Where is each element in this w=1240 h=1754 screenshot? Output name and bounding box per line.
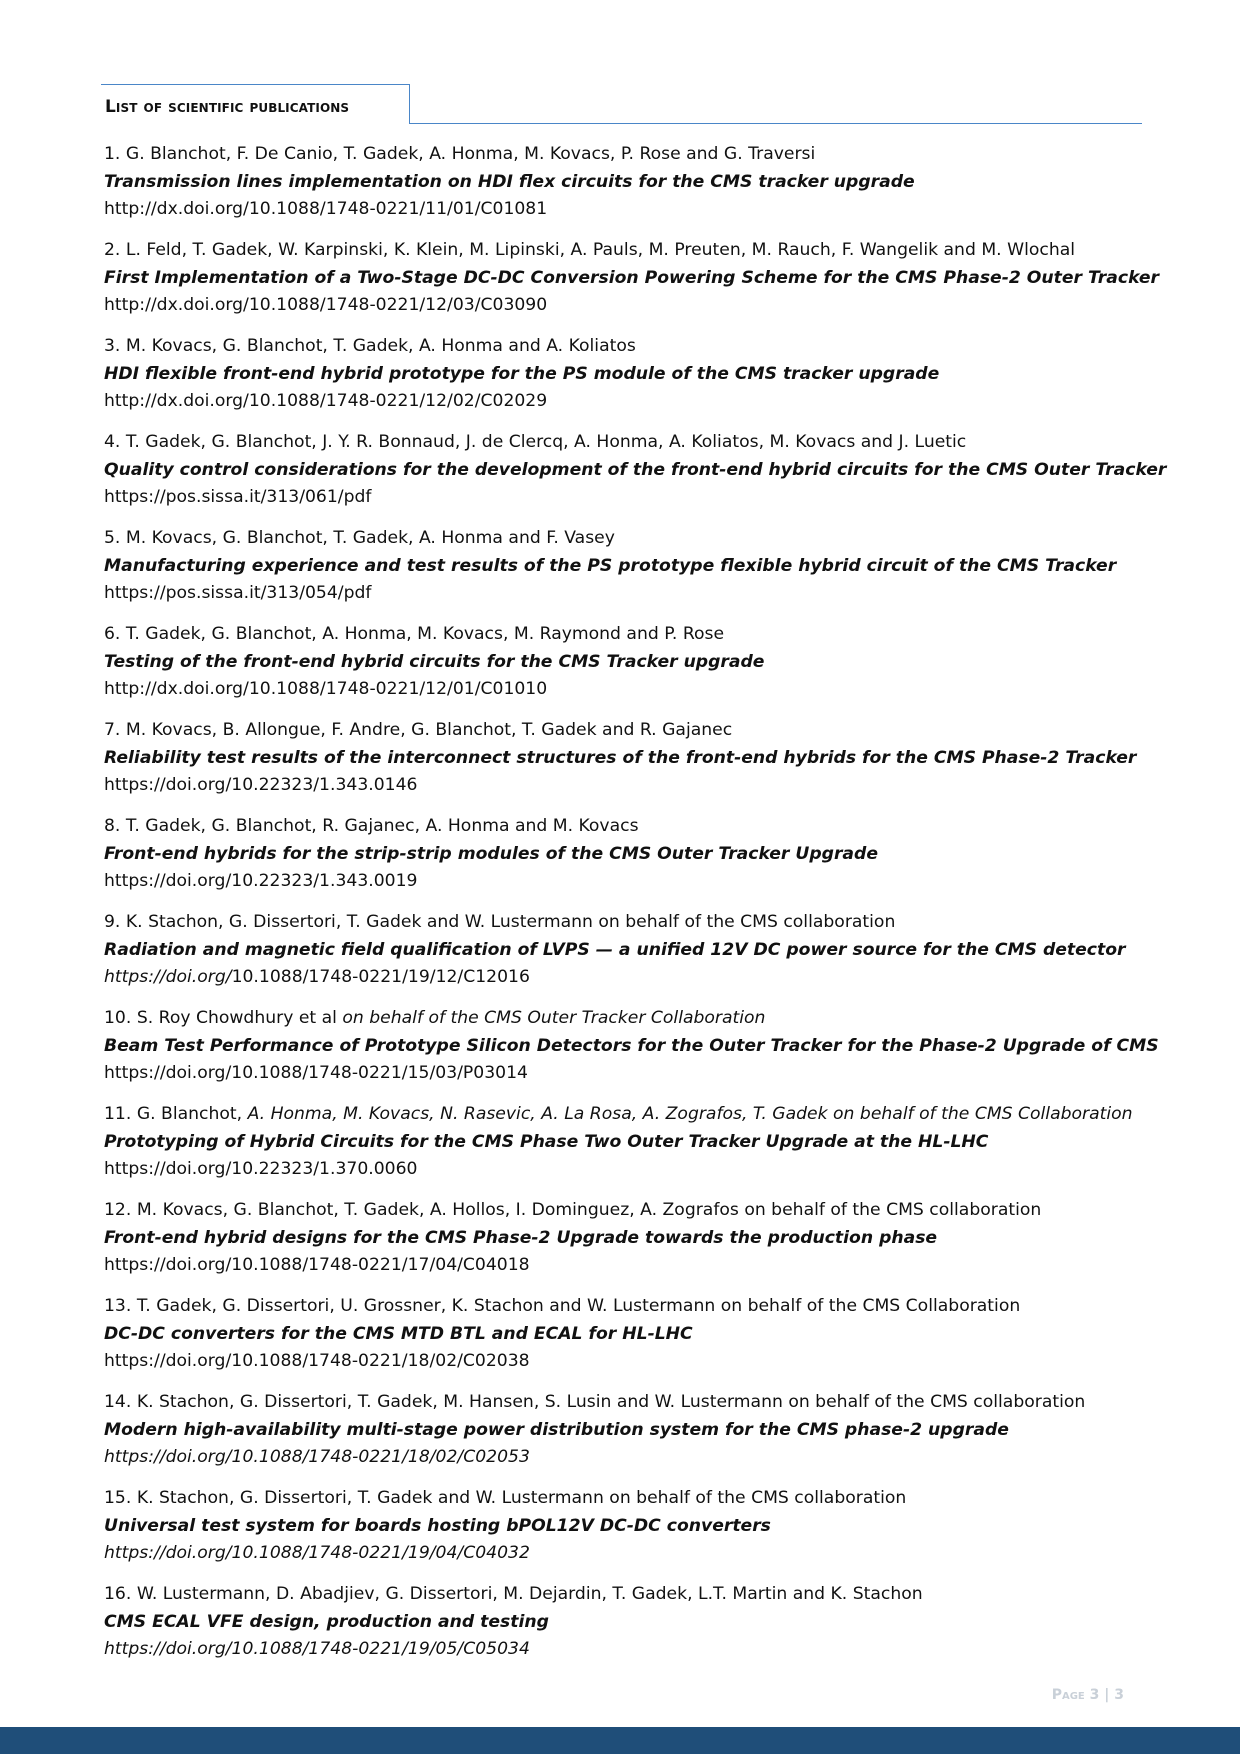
publication-number: 3. — [104, 336, 121, 356]
publication-number: 9. — [104, 912, 121, 932]
publication-link-italic[interactable]: https://doi.org/10.1088/1748-0221/18/02/C02053 — [104, 1447, 530, 1467]
publication-item — [104, 621, 1134, 717]
publication-authors-italic: on behalf of the CMS Outer Tracker Collaboration — [342, 1008, 766, 1028]
publication-item — [104, 141, 1134, 237]
publication-authors: K. Stachon, G. Dissertori, T. Gadek and W. Lustermann on behalf of the CMS collaboration — [136, 1488, 907, 1508]
publication-authors: T. Gadek, G. Dissertori, U. Grossner, K. Stachon and W. Lustermann on behalf of the CMS Collaboration — [136, 1296, 1021, 1316]
publication-link-line — [104, 676, 1134, 704]
publication-link-line — [104, 1156, 1134, 1184]
publication-authors: T. Gadek, G. Blanchot, J. Y. R. Bonnaud, J. de Clercq, A. Honma, A. Koliatos, M. Kovacs and J. Luetic — [125, 432, 967, 452]
publication-link[interactable]: https://doi.org/10.22323/1.343.0019 — [104, 871, 418, 891]
publication-link-line — [104, 1444, 1134, 1472]
publication-authors: M. Kovacs, G. Blanchot, T. Gadek, A. Honma and F. Vasey — [125, 528, 615, 548]
publication-item — [104, 717, 1137, 813]
publication-item — [104, 1101, 1134, 1197]
publication-item — [104, 909, 1134, 1005]
publication-authors-line — [104, 237, 1134, 265]
publication-title: Reliability test results of the interconnect structures of the front-end hybrids for the CMS Phase-2 Tracker — [104, 747, 1137, 768]
publication-authors-line — [104, 1485, 1134, 1513]
publication-link[interactable]: https://doi.org/10.1088/1748-0221/18/02/C02038 — [104, 1351, 530, 1371]
publication-link[interactable]: https://doi.org/10.1088/1748-0221/17/04/C04018 — [104, 1255, 530, 1275]
publication-authors: W. Lustermann, D. Abadjiev, G. Dissertori, M. Dejardin, T. Gadek, L.T. Martin and K. Stachon — [136, 1584, 923, 1604]
publication-link[interactable]: https://pos.sissa.it/313/061/pdf — [104, 487, 372, 507]
publication-link-italic[interactable]: https://doi.org/ — [104, 967, 232, 987]
publication-link[interactable]: http://dx.doi.org/10.1088/1748-0221/12/01/C01010 — [104, 679, 548, 699]
publication-title: Transmission lines implementation on HDI flex circuits for the CMS tracker upgrade — [104, 171, 915, 192]
publication-link[interactable]: https://doi.org/10.1088/1748-0221/15/03/P03014 — [104, 1063, 528, 1083]
publication-authors-line — [104, 621, 1134, 649]
publication-link-line — [104, 580, 1134, 608]
publication-authors: K. Stachon, G. Dissertori, T. Gadek and W. Lustermann on behalf of the CMS collaboration — [125, 912, 896, 932]
publication-number: 12. — [104, 1200, 132, 1220]
publication-authors-line — [104, 1197, 1134, 1225]
publication-title: Prototyping of Hybrid Circuits for the CMS Phase Two Outer Tracker Upgrade at the HL-LHC — [104, 1131, 989, 1152]
page-total: 3 — [1114, 1687, 1124, 1703]
publication-link[interactable]: https://doi.org/10.22323/1.343.0146 — [104, 775, 418, 795]
publication-link-line — [104, 196, 1134, 224]
publication-link-line — [104, 964, 1134, 992]
publication-link[interactable]: http://dx.doi.org/10.1088/1748-0221/12/03/C03090 — [104, 295, 548, 315]
publication-title: Universal test system for boards hosting bPOL12V DC-DC converters — [104, 1515, 771, 1536]
publication-authors-line — [104, 1389, 1134, 1417]
section-heading-block — [101, 84, 1142, 124]
publication-title: HDI flexible front-end hybrid prototype for the PS module of the CMS tracker upgrade — [104, 363, 940, 384]
publication-link-line — [104, 388, 1134, 416]
publication-authors: G. Blanchot, F. De Canio, T. Gadek, A. Honma, M. Kovacs, P. Rose and G. Traversi — [125, 144, 816, 164]
heading-tab-border — [101, 84, 410, 124]
publication-link-line — [104, 1252, 1134, 1280]
publication-link[interactable]: https://doi.org/10.22323/1.370.0060 — [104, 1159, 418, 1179]
publication-item — [104, 1293, 1134, 1389]
page-current: 3 — [1089, 1687, 1100, 1703]
publication-authors: G. Blanchot, — [136, 1104, 243, 1124]
publication-title: Testing of the front-end hybrid circuits for the CMS Tracker upgrade — [104, 651, 765, 672]
publication-title: DC-DC converters for the CMS MTD BTL and ECAL for HL-LHC — [104, 1323, 693, 1344]
publication-authors: T. Gadek, G. Blanchot, A. Honma, M. Kovacs, M. Raymond and P. Rose — [125, 624, 725, 644]
publication-link-line — [104, 484, 1134, 512]
publication-authors-line — [104, 429, 1134, 457]
publication-authors: M. Kovacs, B. Allongue, F. Andre, G. Blanchot, T. Gadek and R. Gajanec — [125, 720, 733, 740]
publication-item — [104, 333, 1134, 429]
publication-title: Modern high-availability multi-stage power distribution system for the CMS phase-2 upgrade — [104, 1419, 1009, 1440]
publication-item — [104, 1005, 1159, 1101]
publication-link-italic[interactable]: https://doi.org/10.1088/1748-0221/19/05/C05034 — [104, 1639, 530, 1659]
publication-item — [104, 429, 1167, 525]
publication-item — [104, 1485, 1134, 1581]
publication-title: Manufacturing experience and test results of the PS prototype flexible hybrid circuit of the CMS Tracker — [104, 555, 1117, 576]
publication-link-line — [104, 772, 1134, 800]
publication-item — [104, 1581, 1134, 1677]
publication-item — [104, 525, 1134, 621]
publication-number: 10. — [104, 1008, 132, 1028]
publication-link-line — [104, 292, 1134, 320]
publication-number: 16. — [104, 1584, 132, 1604]
publication-authors-line — [104, 525, 1134, 553]
publication-number: 8. — [104, 816, 121, 836]
publication-item — [104, 813, 1134, 909]
publication-link[interactable]: https://pos.sissa.it/313/054/pdf — [104, 583, 372, 603]
publication-authors: M. Kovacs, G. Blanchot, T. Gadek, A. Hollos, I. Dominguez, A. Zografos on behalf of the CMS collaboration — [136, 1200, 1042, 1220]
publication-title: Front-end hybrids for the strip-strip modules of the CMS Outer Tracker Upgrade — [104, 843, 878, 864]
publication-number: 6. — [104, 624, 121, 644]
publication-number: 2. — [104, 240, 121, 260]
publication-title: CMS ECAL VFE design, production and testing — [104, 1611, 549, 1632]
publication-authors-line — [104, 1005, 1134, 1033]
publication-authors: M. Kovacs, G. Blanchot, T. Gadek, A. Honma and A. Koliatos — [125, 336, 636, 356]
publication-list — [104, 141, 1167, 1677]
footer-bar — [0, 1727, 1240, 1754]
publication-authors: T. Gadek, G. Blanchot, R. Gajanec, A. Honma and M. Kovacs — [125, 816, 639, 836]
publication-authors-line — [104, 1101, 1134, 1129]
publication-authors: L. Feld, T. Gadek, W. Karpinski, K. Klein, M. Lipinski, A. Pauls, M. Preuten, M. Rauch, F. Wangelik and M. Wlochal — [125, 240, 1076, 260]
publication-authors-italic: A. Honma, M. Kovacs, N. Rasevic, A. La Rosa, A. Zografos, T. Gadek on behalf of the CMS Collaboration — [247, 1104, 1133, 1124]
page-separator: | — [1104, 1687, 1110, 1703]
publication-number: 13. — [104, 1296, 132, 1316]
publication-link[interactable]: http://dx.doi.org/10.1088/1748-0221/11/01/C01081 — [104, 199, 548, 219]
heading-rule — [410, 123, 1142, 124]
publication-link-italic[interactable]: https://doi.org/10.1088/1748-0221/19/04/C04032 — [104, 1543, 530, 1563]
publication-link[interactable]: 10.1088/1748-0221/19/12/C12016 — [231, 967, 530, 987]
publication-number: 15. — [104, 1488, 132, 1508]
publication-item — [104, 1389, 1134, 1485]
publication-link-line — [104, 868, 1134, 896]
publication-authors-line — [104, 1293, 1134, 1321]
publication-authors-line — [104, 717, 1134, 745]
publication-authors-line — [104, 333, 1134, 361]
publication-link-line — [104, 1636, 1134, 1664]
page-number — [1052, 1687, 1124, 1703]
publication-number: 14. — [104, 1392, 132, 1412]
publication-title: First Implementation of a Two-Stage DC-DC Conversion Powering Scheme for the CMS Phase-2 Outer Tracker — [104, 267, 1160, 288]
publication-authors: S. Roy Chowdhury et al — [136, 1008, 337, 1028]
publication-number: 11. — [104, 1104, 132, 1124]
page-label: Page — [1051, 1687, 1085, 1703]
publication-title: Front-end hybrid designs for the CMS Phase-2 Upgrade towards the production phase — [104, 1227, 938, 1248]
publication-link-line — [104, 1060, 1134, 1088]
publication-authors-line — [104, 813, 1134, 841]
publication-item — [104, 237, 1160, 333]
publication-number: 1. — [104, 144, 121, 164]
publication-title: Quality control considerations for the development of the front-end hybrid circuits for the CMS Outer Tracker — [104, 459, 1167, 480]
publication-link-line — [104, 1348, 1134, 1376]
publication-link[interactable]: http://dx.doi.org/10.1088/1748-0221/12/02/C02029 — [104, 391, 548, 411]
publication-authors-line — [104, 1581, 1134, 1609]
publication-number: 4. — [104, 432, 121, 452]
publication-title: Beam Test Performance of Prototype Silicon Detectors for the Outer Tracker for the Phase-2 Upgrade of CMS — [104, 1035, 1159, 1056]
publication-link-line — [104, 1540, 1134, 1568]
publication-number: 7. — [104, 720, 121, 740]
publication-item — [104, 1197, 1134, 1293]
publication-authors: K. Stachon, G. Dissertori, T. Gadek, M. Hansen, S. Lusin and W. Lustermann on behalf of the CMS collaboration — [136, 1392, 1086, 1412]
publication-authors-line — [104, 909, 1134, 937]
publication-title: Radiation and magnetic field qualification of LVPS — a unified 12V DC power source for the CMS detector — [104, 939, 1126, 960]
publication-number: 5. — [104, 528, 121, 548]
section-heading: List of scientific publications — [105, 97, 350, 117]
publication-authors-line — [104, 141, 1134, 169]
